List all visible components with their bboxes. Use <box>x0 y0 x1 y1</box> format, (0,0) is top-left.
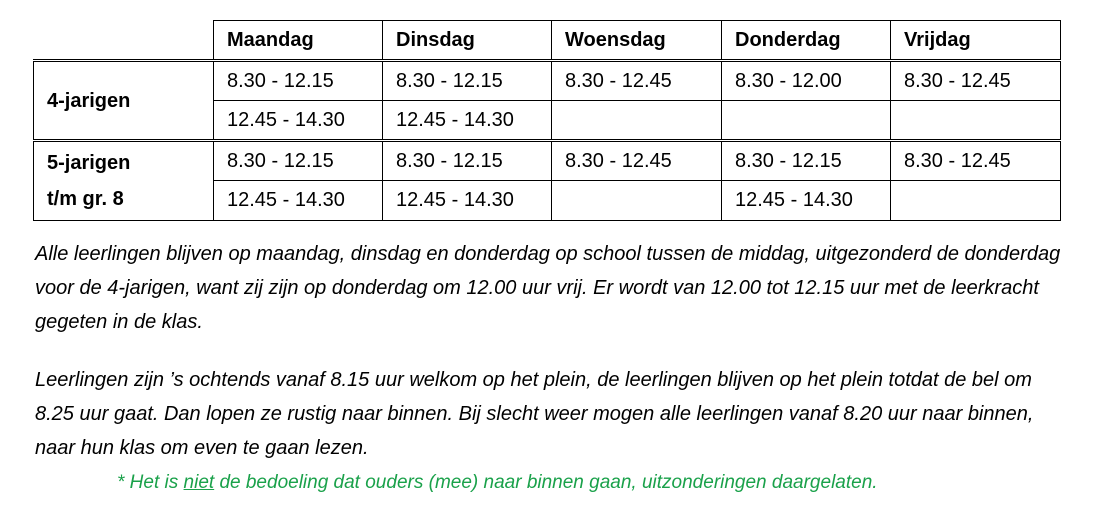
day-header: Donderdag <box>722 21 891 61</box>
time-cell: 8.30 - 12.15 <box>722 141 891 181</box>
time-cell: 8.30 - 12.45 <box>552 141 722 181</box>
day-header: Maandag <box>214 21 383 61</box>
time-cell: 12.45 - 14.30 <box>722 181 891 221</box>
notes-paragraph-lunch: Alle leerlingen blijven op maandag, dinsdag en donderdag op school tussen de middag, uitgezonderd de donderdag voor de 4-jarigen, want zij zijn op donderdag om 12.00 uur vrij. Er wordt van 12.00 tot 12.15 uur met de leerkracht gegeten in de klas. <box>35 243 1061 333</box>
time-cell <box>552 101 722 141</box>
time-cell <box>891 101 1061 141</box>
table-row <box>34 141 1061 181</box>
footnote <box>117 472 878 494</box>
time-cell: 8.30 - 12.15 <box>383 141 552 181</box>
time-cell <box>891 181 1061 221</box>
time-cell: 8.30 - 12.15 <box>214 141 383 181</box>
time-cell: 8.30 - 12.00 <box>722 61 891 101</box>
time-cell: 8.30 - 12.45 <box>891 141 1061 181</box>
day-header: Vrijdag <box>891 21 1061 61</box>
time-cell: 12.45 - 14.30 <box>214 181 383 221</box>
time-cell: 8.30 - 12.15 <box>383 61 552 101</box>
time-cell: 12.45 - 14.30 <box>383 181 552 221</box>
time-cell: 8.30 - 12.45 <box>891 61 1061 101</box>
notes-paragraph-morning: Leerlingen zijn ’s ochtends vanaf 8.15 uur welkom op het plein, de leerlingen blijven op het plein totdat de bel om 8.25 uur gaat. Dan lopen ze rustig naar binnen. Bij slecht weer mogen alle leerlingen vanaf 8.20 uur naar binnen, naar hun klas om even te gaan lezen. <box>35 369 1034 459</box>
header-row <box>34 21 1061 61</box>
corner-cell <box>34 21 214 61</box>
group-label-line: 5-jarigen <box>47 152 131 174</box>
footnote-text-end: de bedoeling dat ouders (mee) naar binnen gaan, uitzonderingen daargelaten. <box>214 472 878 493</box>
time-cell: 12.45 - 14.30 <box>383 101 552 141</box>
notes <box>35 237 1075 465</box>
schedule-table <box>33 20 1061 221</box>
time-cell: 8.30 - 12.45 <box>552 61 722 101</box>
day-header: Dinsdag <box>383 21 552 61</box>
footnote-emphasis: niet <box>183 472 215 493</box>
time-cell <box>552 181 722 221</box>
group-label <box>34 141 214 221</box>
day-header: Woensdag <box>552 21 722 61</box>
table-row <box>34 61 1061 101</box>
time-cell: 8.30 - 12.15 <box>214 61 383 101</box>
group-label-line: 4-jarigen <box>47 89 131 112</box>
group-label-line: t/m gr. 8 <box>47 188 124 210</box>
footnote-text-start: * Het is <box>117 472 184 493</box>
time-cell <box>722 101 891 141</box>
group-label <box>34 61 214 141</box>
time-cell: 12.45 - 14.30 <box>214 101 383 141</box>
